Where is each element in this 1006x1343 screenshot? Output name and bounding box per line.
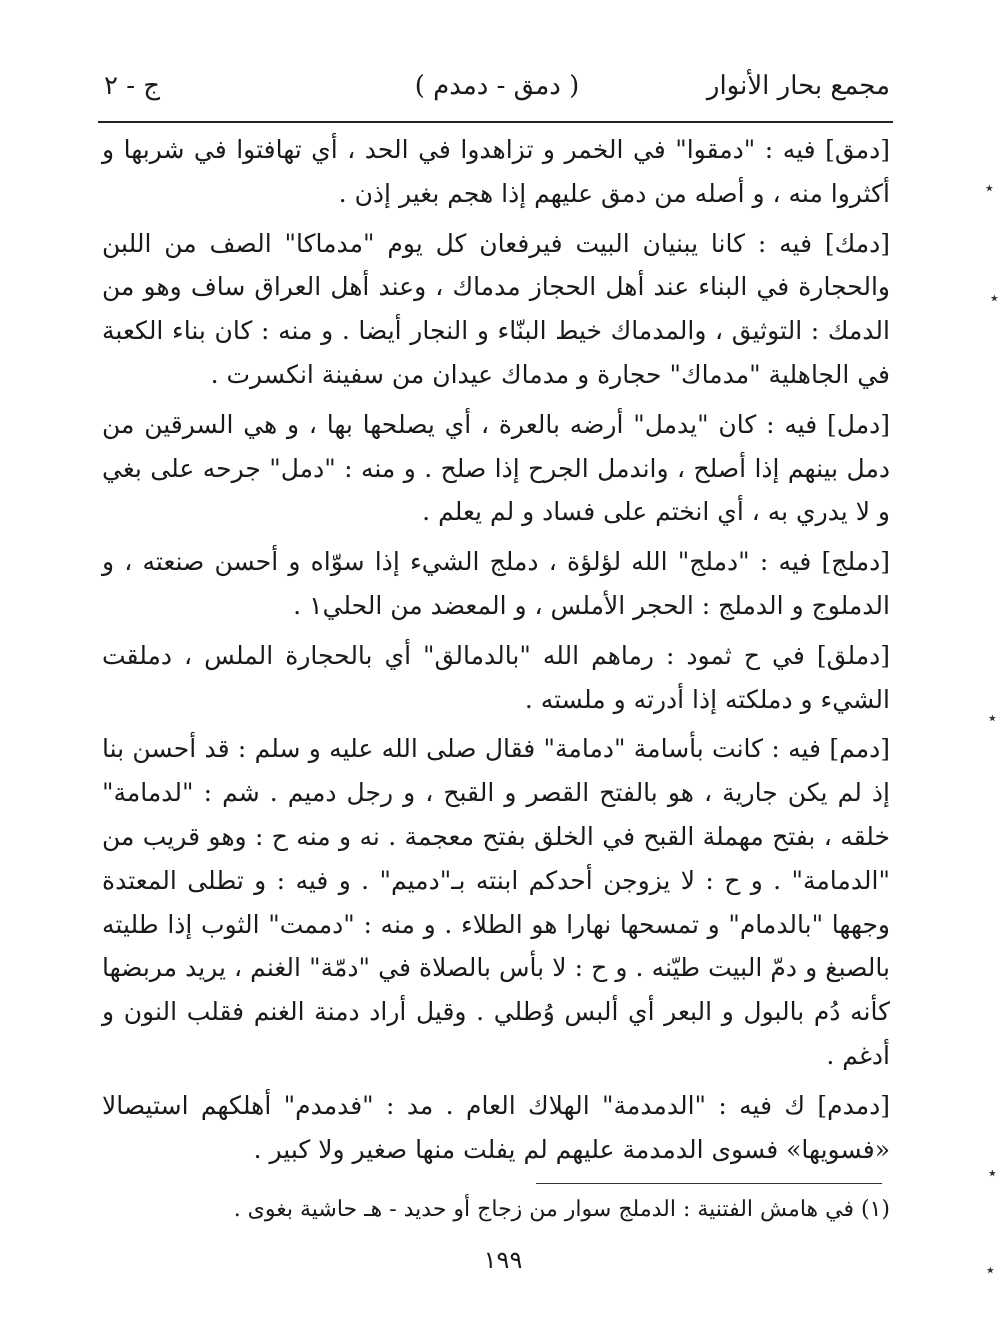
margin-mark-1: ٭ bbox=[985, 178, 994, 197]
entry-damdam: [دمدم] ك فيه : "الدمدمة" الهلاك العام . مد : "فدمدم" أهلكهم استيصالا «فسويها» فسوى الدمدمة عليهم لم يفلت منها صغير ولا كبير . bbox=[102, 1090, 890, 1164]
entry-damlaj: [دملج] فيه : "دملج" الله لؤلؤة ، دملج الشيء إذا سوّاه و أحسن صنعته ، و الدملوج و الدملج : الحجر الأملس ، و المعضد من الحلي١ . bbox=[102, 547, 890, 620]
entry-damlaq: [دملق] في ح ثمود : رماهم الله "بالدمالق" أي بالحجارة الملس ، دملقت الشيء و دملكته إذا أدرته و ملسته . bbox=[102, 640, 890, 714]
running-header bbox=[104, 68, 890, 112]
book-title: مجمع بحار الأنوار bbox=[706, 71, 890, 101]
header-rule bbox=[98, 121, 893, 123]
margin-mark-2: ٭ bbox=[990, 288, 999, 307]
entry-damam: [دمم] فيه : كانت بأسامة "دمامة" فقال صلى الله عليه و سلم : قد أحسن بنا إذ لم يكن جارية ، هو بالفتح القصر و القبح ، و رجل دميم . شم : "لدمامة" خلقه ، بفتح مهملة القبح في الخلق بفتح معجمة . نه و منه ح : وهو قريب من "الدمامة" . و ح : لا يزوجن أحدكم ابنته بـ"دميم" . و فيه : و تطلى المعتدة وجهها "بالدمام" و تمسحها نهارا هو الطلاء . و منه : "دممت" الثوب إذا طليته بالصبغ و دمّ البيت طيّنه . و ح : لا بأس بالصلاة في "دمّة" الغنم ، يريد مربضها كأنه دُم بالبول و البعر أي ألبس وُطلي . وقيل أراد دمنة الغنم فقلب النون و أدغم . bbox=[102, 734, 890, 1070]
margin-mark-5: ٭ bbox=[986, 1260, 995, 1279]
volume-label: ج - ٢ bbox=[104, 71, 161, 101]
margin-mark-3: ٭ bbox=[988, 708, 997, 727]
margin-mark-4: ٭ bbox=[988, 1163, 997, 1182]
entry-damaq: [دمق] فيه : "دمقوا" في الخمر و تزاهدوا في الحد ، أي تهافتوا في شربها و أكثروا منه ، و أصله من دمق عليهم إذا هجم بغير إذن . bbox=[102, 135, 890, 208]
entry-range: ( دمق - دمدم ) bbox=[414, 71, 580, 101]
entry-damal: [دمل] فيه : كان "يدمل" أرضه بالعرة ، أي يصلحها بها ، و هي السرقين من دمل بينهم إذا أصلح ، واندمل الجرح إذا صلح . و منه : "دمل" جرحه على بغي و لا يدري به ، أي انختم على فساد و لم يعلم . bbox=[102, 409, 890, 527]
page-number: ١٩٩ bbox=[483, 1246, 523, 1274]
footnote-rule bbox=[536, 1183, 882, 1184]
footnote: (١) في هامش الفتنية : الدملج سوار من زجاج أو حديد - هـ حاشية بغوى . bbox=[233, 1197, 890, 1222]
entry-damak: [دمك] فيه : كانا يبنيان البيت فيرفعان كل يوم "مدماكا" الصف من اللبن والحجارة في البناء عند أهل الحجاز مدماك ، وعند أهل العراق ساف وهو من الدمك : التوثيق ، والمدماك خيط البنّاء و النجار أيضا . و منه : كان بناء الكعبة في الجاهلية "مدماك" حجارة و مدماك عيدان من سفينة انكسرت . bbox=[102, 228, 890, 389]
dictionary-body bbox=[102, 128, 890, 1177]
